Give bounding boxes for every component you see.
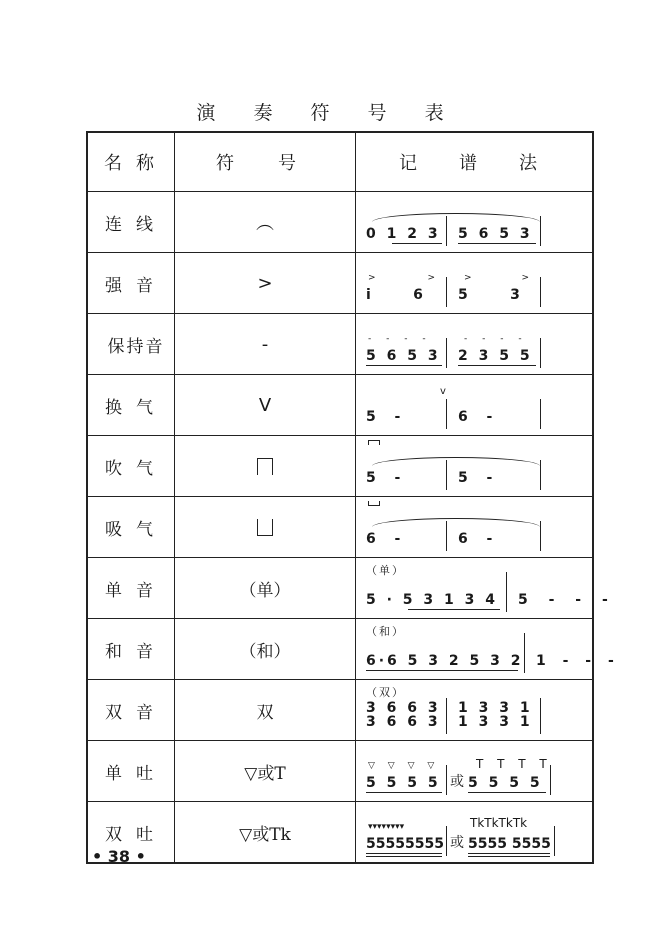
underline	[458, 365, 536, 366]
notation-part: 55555555	[366, 836, 444, 852]
notation-slur	[364, 192, 592, 252]
notation-single-tongue	[364, 741, 592, 801]
notation-part: 1 3 3 1	[458, 700, 533, 716]
table-row	[87, 558, 593, 619]
bar-line	[540, 277, 541, 307]
row-name: 单吐	[87, 741, 175, 802]
table-row	[87, 436, 593, 497]
row-name: 单音	[87, 558, 175, 619]
row-symbol: ▽或Tk	[175, 802, 356, 864]
header-notation: 记谱法	[356, 132, 594, 192]
table-row	[87, 192, 593, 253]
table-row	[87, 680, 593, 741]
row-name: 双吐	[87, 802, 175, 864]
notation-part: 5 -	[458, 470, 496, 486]
bar-line	[554, 826, 555, 856]
row-name: 双音	[87, 680, 175, 741]
notation-draw	[364, 497, 592, 557]
tenuto-marks: - - - -	[464, 334, 528, 344]
notation-part: 6 -	[366, 531, 404, 547]
bar-line	[540, 338, 541, 368]
underline	[468, 853, 550, 854]
draw-mark-icon	[368, 501, 380, 506]
underline	[366, 856, 442, 857]
notation-accent	[364, 253, 592, 313]
bar-line	[540, 399, 541, 429]
row-name: 保持音	[87, 314, 175, 375]
row-symbol: （单）	[175, 558, 356, 619]
notation-prefix: （单）	[366, 564, 405, 577]
notation-part: 0 1 2 3	[366, 226, 441, 242]
underline	[366, 792, 442, 793]
notation-blow	[364, 436, 592, 496]
notation-chord	[364, 619, 620, 679]
symbol-table	[86, 131, 620, 864]
bar-line	[524, 633, 525, 673]
notation-prefix: （双）	[366, 686, 405, 699]
notation-or: 或	[450, 835, 467, 851]
tongue-marks: ▽ ▽ ▽ ▽	[368, 761, 440, 771]
notation-part: 5 - - -	[518, 592, 616, 608]
notation-double-tongue	[364, 802, 592, 862]
row-name: 换气	[87, 375, 175, 436]
notation-part: 2 3 5 5	[458, 348, 533, 364]
slur-mark	[372, 213, 540, 222]
table-row	[87, 619, 593, 680]
bar-line	[446, 521, 447, 551]
breath-symbol: V	[258, 394, 272, 416]
notation-part: 5 5 5 5	[366, 775, 441, 791]
bar-line	[446, 460, 447, 490]
accent-symbol: >	[257, 272, 273, 294]
notation-part: 6·6 5 3 2 5 3 2	[366, 653, 524, 669]
tongue-marks: T T T T	[476, 757, 552, 771]
tongue-marks: ▾▾▾▾▾▾▾▾	[368, 822, 405, 832]
underline	[458, 243, 536, 244]
table-row	[87, 741, 593, 802]
notation-part: 5 5 5 5	[468, 775, 543, 791]
notation-part: 3 6 6 3	[366, 700, 441, 716]
notation-single	[364, 558, 616, 618]
bar-line	[446, 216, 447, 246]
notation-tenuto	[364, 314, 592, 374]
page-title: 演 奏 符 号 表	[196, 102, 460, 124]
notation-part: 5555 5555	[468, 836, 551, 852]
row-name: 吹气	[87, 436, 175, 497]
bar-line	[446, 698, 447, 734]
header-symbol: 符号	[175, 132, 356, 192]
page-number: • 38 •	[92, 847, 146, 866]
bar-line	[446, 277, 447, 307]
table-row	[87, 314, 593, 375]
underline	[366, 670, 518, 671]
slur-mark	[372, 518, 540, 527]
underline	[408, 609, 500, 610]
notation-part: 1 3 3 1	[458, 714, 533, 730]
table-row	[87, 802, 593, 864]
table-row	[87, 375, 593, 436]
slur-symbol: ︵	[256, 213, 274, 234]
bar-line	[446, 765, 447, 795]
notation-part: 5 · 5 3 1 3 4	[366, 592, 499, 608]
notation-part: 5 -	[366, 470, 404, 486]
row-name: 和音	[87, 619, 175, 680]
table-row	[87, 497, 593, 558]
bar-line	[540, 460, 541, 490]
table-row	[87, 253, 593, 314]
notation-double-tone	[364, 680, 592, 740]
tongue-marks: TkTkTkTk	[470, 816, 528, 830]
notation-part: 5 6 5 3	[458, 226, 533, 242]
bar-line	[540, 521, 541, 551]
notation-prefix: （和）	[366, 625, 405, 638]
notation-part: 5 -	[366, 409, 404, 425]
underline	[366, 853, 442, 854]
breath-mark: v	[440, 386, 447, 397]
bar-line	[550, 765, 551, 795]
row-symbol: 双	[175, 680, 356, 741]
notation-part: i 6	[366, 287, 426, 303]
notation-or: 或	[450, 774, 467, 790]
slur-mark	[372, 457, 540, 466]
notation-part: 5 3	[458, 287, 523, 303]
notation-part: 6 -	[458, 531, 496, 547]
tenuto-symbol: -	[261, 333, 269, 355]
row-symbol: ▽或T	[175, 741, 356, 802]
underline	[392, 243, 442, 244]
header-name: 名称	[87, 132, 175, 192]
bar-line	[540, 216, 541, 246]
row-symbol: （和）	[175, 619, 356, 680]
notation-part: 6 -	[458, 409, 496, 425]
tenuto-marks: - - - -	[368, 334, 432, 344]
row-name: 吸气	[87, 497, 175, 558]
notation-breath	[364, 375, 592, 435]
bar-line	[446, 399, 447, 429]
table-header-row	[87, 132, 593, 192]
underline	[468, 792, 546, 793]
bar-line	[446, 338, 447, 368]
draw-box-icon	[257, 519, 273, 536]
bar-line	[540, 698, 541, 734]
underline	[366, 365, 442, 366]
row-name: 强音	[87, 253, 175, 314]
underline	[468, 856, 550, 857]
blow-mark-icon	[368, 440, 380, 445]
bar-line	[506, 572, 507, 612]
accent-marks: >>	[464, 273, 580, 283]
accent-marks: >>	[368, 273, 488, 283]
blow-box-icon	[257, 458, 273, 475]
row-name: 连线	[87, 192, 175, 253]
notation-part: 1 - - -	[536, 653, 620, 669]
bar-line	[446, 826, 447, 856]
notation-part: 3 6 6 3	[366, 714, 441, 730]
notation-part: 5 6 5 3	[366, 348, 441, 364]
